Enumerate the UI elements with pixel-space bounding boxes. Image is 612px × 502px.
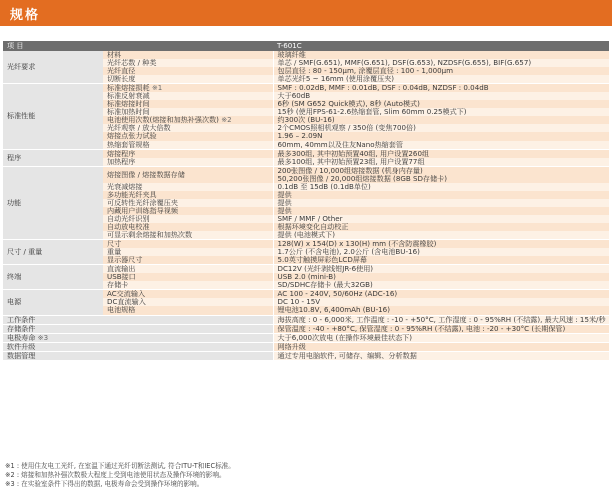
spec-item-label: 多功能光纤夹具	[107, 190, 157, 199]
condition-value: 大于6,000次放电 (在操作环境最佳状态下)	[273, 333, 609, 342]
spec-item-cell	[103, 141, 273, 150]
spec-item-cell	[103, 298, 273, 306]
spec-value: 大于60dB	[273, 92, 609, 100]
spec-item-cell	[103, 100, 273, 108]
category-label: 功能	[3, 166, 103, 239]
table-row	[3, 51, 609, 59]
footnote-marker: ※3	[37, 333, 49, 342]
spec-value: 包层直径 : 80 - 150μm, 涂覆层直径 : 100 - 1,000μm	[273, 67, 609, 75]
spec-value: 1.96 – 2.09N	[273, 132, 609, 140]
spec-item-label: 光纤芯数 / 种类	[107, 59, 157, 68]
condition-label: 电极寿命	[7, 333, 36, 342]
spec-item-label: AC交流输入	[107, 289, 146, 299]
condition-value: 通过专用电脑软件, 可储存、编辑、分析数据	[273, 351, 609, 360]
spec-item-cell	[103, 240, 273, 249]
spec-item-label: 电池规格	[107, 306, 136, 315]
spec-item-cell	[103, 149, 273, 158]
spec-item-label: 标准加热时间	[107, 108, 150, 117]
spec-item-label: 直流输出	[107, 264, 136, 274]
table-row	[3, 84, 609, 93]
spec-item-cell	[103, 116, 273, 124]
spec-value: 提供 (电池模式下)	[273, 231, 609, 240]
spec-item-cell	[103, 158, 273, 167]
spec-item-label: 重量	[107, 248, 122, 257]
spec-value: 最多300组, 其中初始预置40组, 用户设置260组	[273, 149, 609, 158]
spec-item-cell	[103, 75, 273, 84]
spec-value: SD/SDHC存储卡 (最大32GB)	[273, 281, 609, 290]
spec-value: 单芯 / SMF(G.651), MMF(G.651), DSF(G.653), NZDSF(G.655), BIF(G.657)	[273, 59, 609, 67]
table-row	[3, 342, 609, 351]
spec-item-cell	[103, 281, 273, 290]
spec-item-label: 尺寸	[107, 239, 122, 249]
spec-item-label: 光纤直径	[107, 67, 136, 76]
spec-item-label: DC直流输入	[107, 298, 146, 307]
spec-item-label: 自动放电校准	[107, 222, 150, 231]
condition-value: 海拔高度 : 0 - 6,000米, 工作温度 : -10 - +50°C, 工作湿度 : 0 - 95%RH (不结露), 最大风速 : 15米/秒	[273, 315, 609, 324]
condition-value: 网络升级	[273, 342, 609, 351]
spec-value: 128(W) x 154(D) x 130(H) mm (不含防震橡胶)	[273, 240, 609, 249]
spec-item-cell	[103, 223, 273, 231]
spec-value: 提供	[273, 207, 609, 215]
spec-item-cell	[103, 207, 273, 215]
footnote-text: ※3 : 在实验室条件下得出的数据, 电极寿命会受到操作环境的影响。	[5, 480, 204, 488]
spec-item-label: 加热程序	[107, 157, 136, 166]
category-label: 终端	[3, 265, 103, 290]
category-label: 光纤要求	[3, 51, 103, 84]
table-row	[3, 166, 609, 175]
spec-value: 锂电池10.8V, 6,400mAh (BU-16)	[273, 306, 609, 315]
spec-item-cell	[103, 215, 273, 223]
spec-value: 提供	[273, 199, 609, 207]
spec-value: 0.1dB 至 15dB (0.1dB单位)	[273, 183, 609, 191]
condition-label-cell	[3, 315, 273, 324]
condition-label: 数据管理	[7, 351, 36, 360]
spec-item-label: 标准熔接时间	[107, 100, 150, 109]
spec-item-label: 标准反射衰减	[107, 92, 150, 101]
spec-item-cell	[103, 273, 273, 281]
spec-item-cell	[103, 166, 273, 183]
table-row	[3, 149, 609, 158]
spec-item-cell	[103, 132, 273, 140]
title-bar	[0, 0, 612, 26]
footnote-marker: ※1	[151, 83, 163, 93]
category-label: 程序	[3, 149, 103, 166]
table-row	[3, 333, 609, 342]
spec-table	[3, 41, 609, 361]
spec-value: DC 10 - 15V	[273, 298, 609, 306]
spec-item-label: 材料	[107, 51, 122, 59]
table-row	[3, 315, 609, 324]
table-row	[3, 324, 609, 333]
category-label: 尺寸 / 重量	[3, 240, 103, 265]
spec-value: SMF / MMF / Other	[273, 215, 609, 223]
spec-value: USB 2.0 (mini-B)	[273, 273, 609, 281]
spec-item-cell	[103, 256, 273, 265]
page-title: 规格	[10, 8, 41, 23]
spec-item-label: 内藏用户训练指导视频	[107, 206, 178, 215]
spec-value: 根据环境变化自动校正	[273, 223, 609, 231]
spec-item-label: 热缩套管规格	[107, 140, 150, 149]
table-header-row	[3, 41, 609, 51]
footnote-text: ※1 : 使用住友电工光纤, 在室温下通过光纤切断法测试, 符合ITU-T和IEC标准。	[5, 462, 235, 470]
spec-item-label: 可显示剩余熔接和加热次数	[107, 231, 193, 240]
spec-value: 200张图像 / 10,000组熔接数据 (机身内存量)	[273, 166, 609, 175]
header-model: T-601C	[273, 41, 609, 51]
spec-item-cell	[103, 199, 273, 207]
spec-item-cell	[103, 183, 273, 191]
spec-item-label: 自动光纤识别	[107, 214, 150, 223]
table-row	[3, 351, 609, 360]
footnote-text: ※2 : 熔接和加热补强次数极大程度上受到电池使用状态及操作环境的影响。	[5, 471, 226, 479]
category-label: 标准性能	[3, 84, 103, 149]
spec-item-label: 光衰减熔接	[107, 182, 143, 191]
spec-value: 6秒 (SM G652 Quick模式), 8秒 (Auto模式)	[273, 100, 609, 108]
spec-item-label: 切断长度	[107, 75, 136, 84]
spec-value: 2个CMOS照相机观察 / 350倍 (变焦700倍)	[273, 124, 609, 132]
spec-value: 提供	[273, 191, 609, 199]
spec-value: 1.7公斤 (不含电池), 2.0公斤 (含电池BU-16)	[273, 248, 609, 256]
spec-value: DC12V (光纤剥线钳JR-6使用)	[273, 265, 609, 274]
spec-item-cell	[103, 248, 273, 256]
spec-item-label: 光纤观察 / 放大倍数	[107, 124, 171, 133]
spec-item-label: USB接口	[107, 273, 136, 282]
spec-value: 15秒 (使用FPS-61-2.6热缩套管, Slim 60mm 0.25模式下)	[273, 108, 609, 116]
spec-item-label: 熔接点张力试验	[107, 132, 157, 141]
table-row	[3, 265, 609, 274]
spec-item-label: 可反转性光纤涂覆压夹	[107, 198, 178, 207]
spec-value: 玻璃纤维	[273, 51, 609, 59]
spec-item-cell	[103, 51, 273, 59]
spec-item-cell	[103, 191, 273, 199]
condition-label-cell	[3, 324, 273, 333]
spec-item-cell	[103, 290, 273, 299]
spec-value: 最多100组, 其中初始预置23组, 用户设置77组	[273, 158, 609, 167]
spec-item-cell	[103, 108, 273, 116]
spec-value: 60mm, 40mm以及住友Nano热缩套管	[273, 141, 609, 150]
spec-value: 50,200张图像 / 20,000组熔接数据 (8GB SD存储卡)	[273, 175, 609, 183]
spec-value: 单芯光纤5 ~ 16mm (使用涂覆压夹)	[273, 75, 609, 84]
spec-item-cell	[103, 84, 273, 93]
spec-item-label: 显示器尺寸	[107, 256, 143, 265]
condition-label-cell	[3, 342, 273, 351]
spec-item-cell	[103, 124, 273, 132]
table-row	[3, 240, 609, 249]
spec-body	[3, 51, 609, 360]
spec-item-label: 电池使用次数(熔接和加热补强次数)	[107, 116, 219, 125]
spec-value: AC 100 - 240V, 50/60Hz (ADC-16)	[273, 290, 609, 299]
condition-label: 软件升级	[7, 342, 36, 351]
category-label: 电源	[3, 290, 103, 315]
condition-label-cell	[3, 351, 273, 360]
spec-value: 5.0英寸触摸屏彩色LCD屏幕	[273, 256, 609, 265]
table-row	[3, 290, 609, 299]
condition-label-cell	[3, 333, 273, 342]
spec-item-label: 熔接图像 / 熔接数据存储	[107, 169, 185, 179]
spec-item-label: 熔接程序	[107, 149, 136, 158]
spec-item-cell	[103, 231, 273, 240]
spec-value: 约300次 (BU-16)	[273, 116, 609, 124]
spec-value: SMF : 0.02dB, MMF : 0.01dB, DSF : 0.04dB, NZDSF : 0.04dB	[273, 84, 609, 93]
footnotes	[5, 462, 609, 489]
footnote-marker: ※2	[221, 116, 232, 125]
condition-value: 保管温度 : -40 - +80°C, 保管湿度 : 0 - 95%RH (不结露), 电池 : -20 - +30°C (长期保管)	[273, 324, 609, 333]
condition-label: 工作条件	[7, 315, 36, 324]
spec-item-label: 存储卡	[107, 281, 129, 290]
spec-item-label: 标准熔接损耗	[107, 83, 150, 93]
spec-item-cell	[103, 92, 273, 100]
spec-item-cell	[103, 59, 273, 67]
header-item: 项 目	[3, 41, 273, 51]
spec-item-cell	[103, 265, 273, 274]
spec-item-cell	[103, 67, 273, 75]
spec-item-cell	[103, 306, 273, 315]
condition-label: 存储条件	[7, 324, 36, 333]
